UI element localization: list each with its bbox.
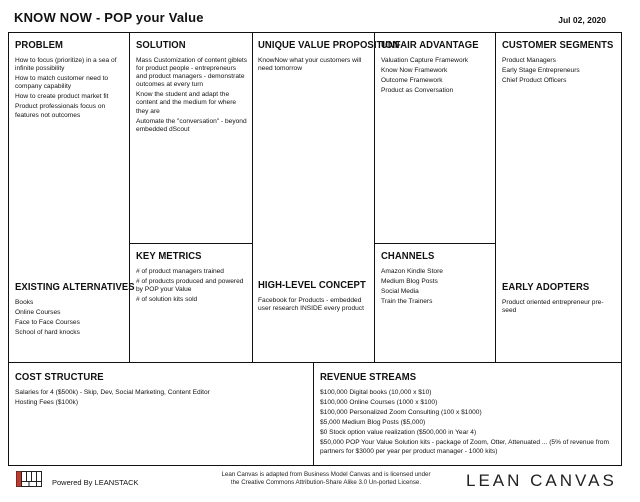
list-item: $100,000 Digital books (10,000 x $10) [320, 389, 432, 396]
list-item: $0 Stock option value realization ($500,000 in Year 4) [320, 429, 477, 437]
leanstack-logo-icon [16, 471, 42, 487]
divider [129, 32, 130, 362]
list-item: Train the Trainers [381, 298, 433, 306]
high-level-concept-section [258, 280, 370, 315]
list-item: Product oriented entrepreneur pre-seed [502, 299, 604, 315]
early-adopters-section [502, 282, 616, 317]
lean-canvas-brand: LEAN CANVAS [466, 471, 617, 490]
list-item: Valuation Capture Framework [381, 57, 469, 64]
list-item: $5,000 Medium Blog Posts ($5,000) [320, 419, 426, 427]
customer-segments-section [502, 40, 618, 87]
solution-section [136, 40, 248, 136]
divider [313, 362, 314, 466]
revenue-streams-section [320, 372, 616, 458]
list-item: Medium Blog Posts [381, 278, 438, 286]
list-item: # of solution kits sold [136, 296, 198, 304]
customer-segments-title: CUSTOMER SEGMENTS [502, 40, 614, 51]
license-text [196, 471, 456, 487]
cost-structure-title: COST STRUCTURE [15, 372, 104, 383]
list-item: Amazon Kindle Store [381, 268, 443, 275]
divider [129, 243, 253, 244]
existing-alternatives-title: EXISTING ALTERNATIVES [15, 282, 135, 293]
list-item: Know Now Framework [381, 67, 448, 75]
key-metrics-section [136, 251, 248, 306]
problem-section [15, 40, 125, 122]
list-item: Product as Conversation [381, 87, 454, 95]
divider [8, 362, 622, 363]
divider [374, 243, 496, 244]
powered-by-label: Powered By LEANSTACK [52, 478, 139, 487]
license-line: the Creative Commons Attribution-Share Alike 3.0 Un-ported License. [230, 479, 422, 486]
canvas-date: Jul 02, 2020 [558, 15, 606, 25]
existing-alternatives-section [15, 282, 135, 339]
list-item: How to create product market fit [15, 93, 109, 101]
list-item: KnowNow what your customers will need tomorrow [258, 57, 362, 73]
early-adopters-title: EARLY ADOPTERS [502, 282, 590, 293]
list-item: School of hard knocks [15, 329, 80, 337]
cost-structure-section [15, 372, 307, 409]
list-item: Know the student and adapt the content and the medium for where they are [136, 91, 237, 115]
list-item: $100,000 Personalized Zoom Consulting (100 x $1000) [320, 409, 482, 417]
divider [374, 32, 375, 362]
list-item: Face to Face Courses [15, 319, 80, 327]
key-metrics-title: KEY METRICS [136, 251, 202, 262]
page-title: KNOW NOW - POP your Value [14, 10, 204, 25]
list-item: Facebook for Products - embedded user research INSIDE every product [258, 297, 364, 313]
license-line: Lean Canvas is adapted from Business Model Canvas and is licensed under [221, 471, 431, 478]
list-item: # of product managers trained [136, 268, 224, 275]
list-item: How to focus (prioritize) in a sea of infinite possibility [15, 57, 117, 73]
unfair-advantage-title: UNFAIR ADVANTAGE [381, 40, 479, 51]
list-item: $100,000 Online Courses (1000 x $100) [320, 399, 438, 407]
high-level-concept-title: HIGH-LEVEL CONCEPT [258, 280, 366, 291]
list-item: Hosting Fees ($100k) [15, 399, 79, 407]
channels-section [381, 251, 491, 308]
list-item: How to match customer need to company capability [15, 75, 109, 91]
list-item: Mass Customization of content giblets for product people - entrepreneurs and product managers - demonstrate outcomes at every turn [136, 57, 248, 89]
solution-title: SOLUTION [136, 40, 186, 51]
unfair-advantage-section [381, 40, 491, 97]
list-item: Early Stage Entrepreneurs [502, 67, 580, 75]
list-item: Social Media [381, 288, 419, 296]
list-item: Product Managers [502, 57, 556, 64]
divider [495, 32, 496, 362]
list-item: Product professionals focus on features not outcomes [15, 103, 106, 119]
list-item: Books [15, 299, 34, 306]
revenue-streams-title: REVENUE STREAMS [320, 372, 417, 383]
uvp-title: UNIQUE VALUE PROPOSITION [258, 40, 400, 51]
list-item: Outcome Framework [381, 77, 443, 85]
list-item: Salaries for 4 ($500k) - Skip, Dev, Social Marketing, Content Editor [15, 389, 210, 396]
unique-value-proposition-section [258, 40, 400, 75]
list-item: Online Courses [15, 309, 61, 317]
list-item: $50,000 POP Your Value Solution kits - package of Zoom, Otter, Attenuated ... (5% of revenue from partners for $3000 per year per product manager - 1000 kits) [320, 439, 609, 455]
list-item: # of products produced and powered by POP your Value [136, 278, 244, 294]
problem-title: PROBLEM [15, 40, 64, 51]
list-item: Chief Product Officers [502, 77, 567, 85]
channels-title: CHANNELS [381, 251, 435, 262]
divider [252, 32, 253, 362]
list-item: Automate the "conversation" - beyond embedded dScout [136, 117, 247, 133]
